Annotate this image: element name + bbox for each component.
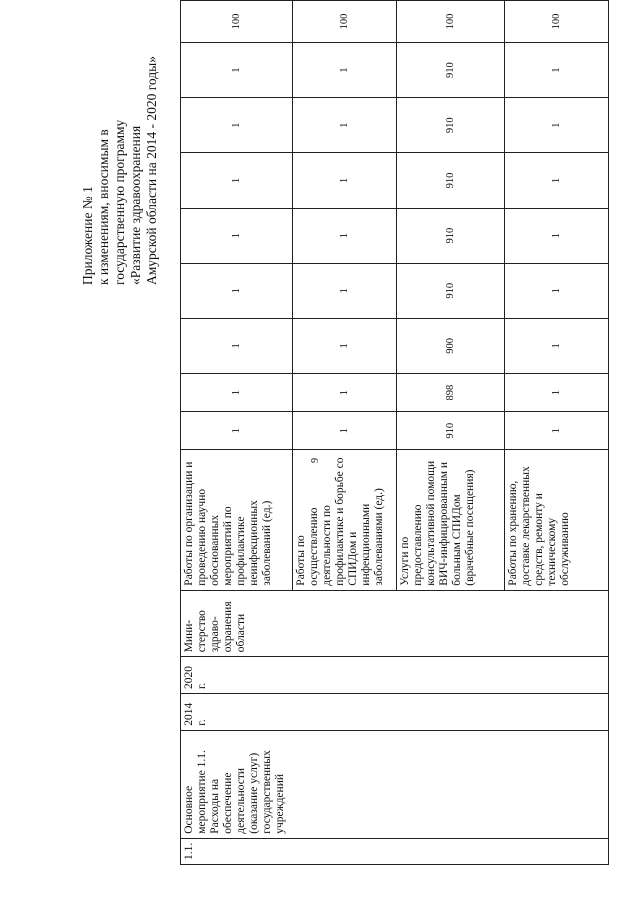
value-cell: 910: [397, 208, 505, 263]
value-cell: 1: [293, 98, 397, 153]
row-code-cell: 1.1.: [181, 838, 609, 864]
year-end-cell: 2020 г.: [181, 657, 609, 694]
value-cell: 1: [505, 98, 609, 153]
percent-cell: 100: [397, 1, 505, 43]
value-cell: 910: [397, 153, 505, 208]
value-cell: 1: [505, 43, 609, 98]
value-cell: 1: [505, 412, 609, 450]
work-description-cell: Работы по хранению, доставке лекарственных средств, ремонту и техническому обслуживанию: [505, 450, 609, 590]
appendix-line: Амурской области на 2014 - 2020 годы»: [144, 56, 159, 285]
value-cell: 910: [397, 263, 505, 318]
value-cell: 1: [293, 263, 397, 318]
value-cell: 1: [293, 318, 397, 373]
percent-cell: 100: [181, 1, 293, 43]
value-cell: 1: [181, 318, 293, 373]
value-cell: 1: [181, 373, 293, 411]
value-cell: 1: [181, 208, 293, 263]
value-cell: 1: [181, 412, 293, 450]
work-description-cell: Работы по организации и проведению научно обоснованных мероприятий по профилактике неинфекционных заболеваний (ед.): [181, 450, 293, 590]
value-cell: 1: [505, 318, 609, 373]
value-cell: 910: [397, 43, 505, 98]
activity-cell: Основное мероприятие 1.1. Расходы на обеспечение деятельности (оказание услуг) государственных учреждений: [181, 730, 609, 838]
value-cell: 1: [181, 43, 293, 98]
percent-cell: 100: [293, 1, 397, 43]
value-cell: 1: [181, 263, 293, 318]
percent-cell: 100: [505, 1, 609, 43]
value-cell: 898: [397, 373, 505, 411]
value-cell: 1: [505, 263, 609, 318]
appendix-line: к изменениям, вносимым в: [96, 129, 111, 285]
year-start-cell: 2014 г.: [181, 694, 609, 731]
value-cell: 910: [397, 98, 505, 153]
appendix-line: Приложение № 1: [80, 186, 95, 285]
value-cell: 1: [293, 373, 397, 411]
value-cell: 1: [293, 43, 397, 98]
value-cell: 1: [505, 153, 609, 208]
appendix-header: [80, 5, 160, 285]
value-cell: 1: [505, 208, 609, 263]
table-row: [181, 1, 293, 865]
responsible-cell: Мини-стерство здраво-охранения области: [181, 590, 609, 657]
work-description-cell: Услуги по предоставлению консультативной помощи ВИЧ-инфицированным и больным СПИДом (врачебные посещения): [397, 450, 505, 590]
page-number: 9: [310, 458, 321, 463]
program-table: [180, 0, 609, 865]
value-cell: 1: [181, 98, 293, 153]
appendix-line: государственную программу: [112, 119, 127, 285]
value-cell: 1: [293, 153, 397, 208]
value-cell: 1: [505, 373, 609, 411]
value-cell: 1: [293, 412, 397, 450]
value-cell: 900: [397, 318, 505, 373]
value-cell: 1: [181, 153, 293, 208]
work-description-cell: Работы по осуществлению деятельности по профилактике и борьбе со СПИДом и инфекционными заболеваниями (ед.): [293, 450, 397, 590]
value-cell: 1: [293, 208, 397, 263]
value-cell: 910: [397, 412, 505, 450]
appendix-line: «Развитие здравоохранения: [128, 125, 143, 285]
